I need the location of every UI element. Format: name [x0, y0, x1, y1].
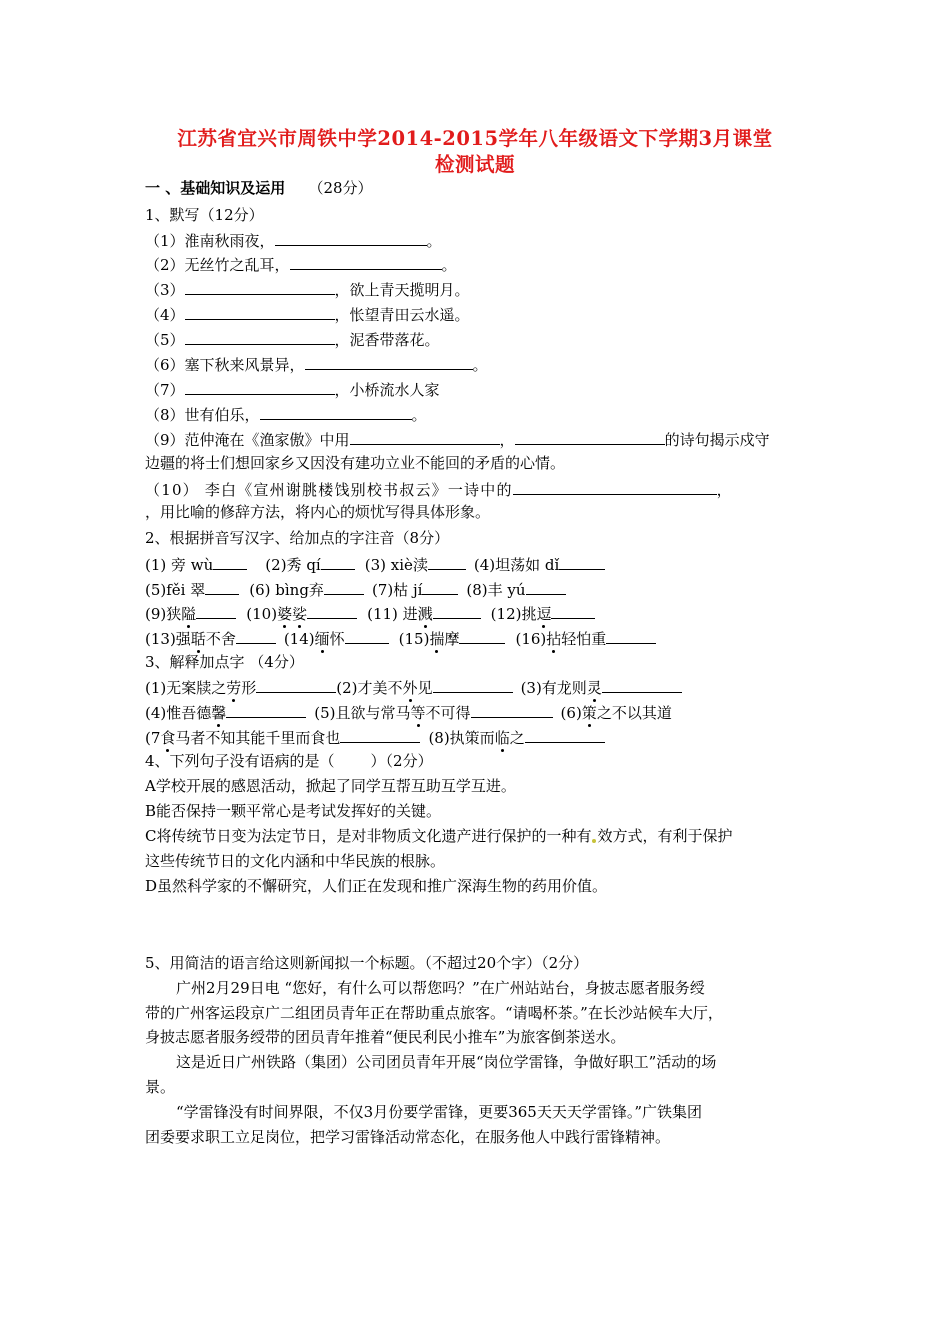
dotted-char: 揣 — [429, 630, 445, 648]
q4-option-a: A学校开展的感恩活动，掀起了同学互帮互助互学互进。 — [145, 777, 516, 795]
q3-item: (5)且欲与常马 — [314, 704, 411, 722]
answer-blank[interactable] — [324, 578, 364, 595]
answer-blank[interactable] — [185, 303, 335, 320]
answer-blank[interactable] — [526, 578, 566, 595]
answer-blank[interactable] — [471, 701, 553, 718]
q5-paragraph-line: 景。 — [145, 1078, 176, 1096]
q3-item: (7 — [145, 729, 161, 747]
answer-blank[interactable] — [428, 553, 466, 570]
q2-row-1 — [145, 553, 605, 575]
q5-paragraph-line: “学雷锋没有时间界限，不仅3月份要学雷锋，更要365天天天学雷锋。”广铁集团 — [176, 1103, 703, 1121]
q2-item: 轻怕重 — [561, 630, 607, 648]
dotted-char: 等 — [410, 704, 426, 722]
q2-item: 摩 — [444, 630, 460, 648]
q2-header: 2、根据拼音写汉字、给加点的字注音（8分） — [145, 529, 450, 547]
answer-blank[interactable] — [205, 578, 239, 595]
dotted-char: 隘 — [181, 605, 197, 623]
q4-header-score: ）（2分） — [370, 752, 433, 770]
q2-item: (2)秀 qí — [265, 556, 321, 574]
answer-blank[interactable] — [196, 602, 236, 619]
q4-option-c — [145, 826, 733, 846]
q5-paragraph-line: 带的广州客运段京广二组团员青年正在帮助重点旅客。“请喝杯茶。”在长沙站候车大厅， — [145, 1004, 723, 1022]
q1-item-8-end: 。 — [411, 406, 427, 424]
q1-item-7-text: ，小桥流水人家 — [334, 381, 440, 399]
q1-item-4-num: （4） — [145, 306, 185, 324]
q2-row-4 — [145, 627, 656, 649]
q1-item-3-num: （3） — [145, 281, 185, 299]
q1-item-10-cont: ，用比喻的修辞方法，将内心的烦忧写得具体形象。 — [145, 503, 491, 521]
answer-blank[interactable] — [321, 553, 355, 570]
q2-item: 不舍 — [205, 630, 236, 648]
q3-header: 3、解释加点字 （4分） — [145, 653, 304, 671]
q1-item-9-text: （9）范仲淹在《渔家傲》中用 — [145, 431, 350, 449]
q1-item-8-text: （8）世有伯乐， — [145, 406, 260, 424]
q5-paragraph-line: 这是近日广州铁路（集团）公司团员青年开展“岗位学雷锋，争做好职工”活动的场 — [176, 1053, 717, 1071]
answer-blank[interactable] — [275, 229, 427, 246]
q2-row-3 — [145, 602, 595, 624]
q1-item-6-text: （6）塞下秋来风景异， — [145, 356, 305, 374]
q1-item-6-end: 。 — [472, 356, 488, 374]
q4-header — [145, 751, 433, 771]
answer-blank[interactable] — [525, 726, 605, 743]
speck-mark — [592, 839, 596, 843]
answer-blank[interactable] — [559, 553, 605, 570]
dotted-char: 拈 — [546, 630, 562, 648]
answer-blank[interactable] — [350, 428, 500, 445]
dotted-char: 劳 — [226, 679, 242, 697]
answer-blank[interactable] — [433, 602, 481, 619]
answer-blank[interactable] — [606, 627, 656, 644]
answer-blank[interactable] — [459, 627, 505, 644]
section-label: 一 、基础知识及运用 — [145, 179, 286, 197]
q3-item: (8)执策而 — [428, 729, 495, 747]
q1-item-10 — [145, 478, 733, 500]
q4-option-b: B能否保持一颗平常心是考试发挥好的关键。 — [145, 802, 442, 820]
dotted-char: 婆 — [277, 605, 293, 623]
dotted-char: 缅 — [314, 630, 330, 648]
q1-item-9 — [145, 428, 770, 450]
answer-blank[interactable] — [213, 553, 247, 570]
dotted-char: 娑 — [292, 605, 308, 623]
answer-blank[interactable] — [185, 328, 335, 345]
q1-item-3 — [145, 278, 470, 300]
q2-item: (13)强 — [145, 630, 191, 648]
q3-item: 之 — [509, 729, 525, 747]
q3-row-2 — [145, 701, 672, 723]
answer-blank[interactable] — [185, 278, 335, 295]
q3-item: 见 — [417, 679, 433, 697]
q3-item: (3)有龙则 — [520, 679, 587, 697]
q2-item: (15) — [398, 630, 430, 648]
q2-item: (7)枯 jí — [371, 581, 423, 599]
q2-item: (11) 进 — [367, 605, 418, 623]
answer-blank[interactable] — [305, 353, 473, 370]
q4-option-d: D虽然科学家的不懈研究，人们正在发现和推广深海生物的药用价值。 — [145, 877, 608, 895]
q2-item: (10) — [246, 605, 278, 623]
q2-item: (16) — [515, 630, 547, 648]
dotted-char: 馨 — [211, 704, 227, 722]
q4-option-c-text: C将传统节日变为法定节日，是对非物质文化遗产进行保护的一种有 — [145, 827, 592, 845]
q1-item-5-num: （5） — [145, 331, 185, 349]
q2-item: (9)狭 — [145, 605, 182, 623]
q3-row-3 — [145, 726, 605, 748]
q3-item: 之不以其道 — [596, 704, 672, 722]
answer-blank[interactable] — [185, 378, 335, 395]
q1-item-2-end: 。 — [441, 256, 457, 274]
q1-item-3-text: ，欲上青天揽明月。 — [334, 281, 470, 299]
dotted-char: 逗 — [536, 605, 552, 623]
q4-option-c-text: 效方式，有利于保护 — [597, 827, 733, 845]
answer-blank[interactable] — [340, 726, 420, 743]
q3-item: 马者不知其能千里而食也 — [175, 729, 341, 747]
q2-item: (12)挑 — [490, 605, 537, 623]
q2-item: (8)丰 yú — [466, 581, 526, 599]
q2-item: (3) xiè渎 — [364, 556, 428, 574]
q2-item: 怀 — [329, 630, 345, 648]
title-line-2: 检测试题 — [434, 153, 515, 176]
answer-blank[interactable] — [345, 627, 389, 644]
section-heading — [145, 178, 373, 198]
q3-item: (4)惟吾德 — [145, 704, 212, 722]
q1-item-5-text: ，泥香带落花。 — [334, 331, 440, 349]
q1-item-1-text: （1）淮南秋雨夜， — [145, 232, 275, 250]
section-score: （28分） — [308, 179, 373, 197]
q1-item-1 — [145, 229, 442, 251]
dotted-char: 食 — [160, 729, 176, 747]
q5-paragraph-line: 团委要求职工立足岗位，把学习雷锋活动常态化，在服务他人中践行雷锋精神。 — [145, 1128, 671, 1146]
q1-item-1-end: 。 — [426, 232, 442, 250]
answer-blank[interactable] — [602, 676, 682, 693]
q2-item: (4)坦荡如 dǐ — [473, 556, 560, 574]
q1-item-10-text: （10） 李白《宣州谢朓楼饯别校书叔云》一诗中的 — [145, 481, 513, 499]
q1-item-7 — [145, 378, 440, 400]
answer-blank[interactable] — [226, 701, 306, 718]
answer-blank[interactable] — [236, 627, 276, 644]
q4-option-c-cont: 这些传统节日的文化内涵和中华民族的根脉。 — [145, 852, 446, 870]
q2-item: (6) bìng弃 — [249, 581, 324, 599]
q1-item-7-num: （7） — [145, 381, 185, 399]
q5-paragraph-line: 广州2月29日电 “您好，有什么可以帮您吗？”在广州站站台，身披志愿者服务绶 — [176, 979, 705, 997]
q1-item-8 — [145, 403, 427, 425]
q2-row-2 — [145, 578, 566, 600]
answer-blank[interactable] — [260, 403, 412, 420]
q1-item-9-tail: 的诗句揭示戍守 — [664, 431, 770, 449]
dotted-char: 临 — [494, 729, 510, 747]
answer-blank[interactable] — [422, 578, 458, 595]
q1-item-6 — [145, 353, 488, 375]
dotted-char: 溅 — [417, 605, 433, 623]
q5-paragraph-line: 身披志愿者服务绶带的团员青年推着“便民利民小推车”为旅客倒茶送水。 — [145, 1028, 626, 1046]
answer-blank[interactable] — [307, 602, 357, 619]
q2-item: (1) 旁 wù — [145, 556, 214, 574]
title-line-1: 江苏省宜兴市周铁中学2014-2015学年八年级语文下学期3月课堂 — [177, 127, 773, 150]
q1-item-4-text: ，怅望青田云水遥。 — [334, 306, 470, 324]
q1-item-9-comma: ， — [499, 431, 515, 449]
q3-item: 形 — [241, 679, 257, 697]
q1-item-10-comma: ， — [716, 481, 733, 499]
answer-blank[interactable] — [433, 676, 513, 693]
answer-blank[interactable] — [551, 602, 595, 619]
q1-item-2-text: （2）无丝竹之乱耳， — [145, 256, 290, 274]
dotted-char: 灵 — [586, 679, 602, 697]
q2-item: (14) — [283, 630, 315, 648]
q3-row-1 — [145, 676, 682, 698]
q1-item-5 — [145, 328, 440, 350]
q1-item-4 — [145, 303, 470, 325]
answer-blank[interactable] — [515, 428, 665, 445]
q2-item: (5)fěi 翠 — [145, 581, 206, 599]
q3-item: (6) — [560, 704, 582, 722]
document-title — [148, 126, 802, 178]
q5-header: 5、用简洁的语言给这则新闻拟一个标题。（不超过20个字）（2分） — [145, 954, 589, 972]
answer-blank[interactable] — [513, 478, 717, 495]
dotted-char: 外 — [402, 679, 418, 697]
dotted-char: 策 — [581, 704, 597, 722]
q3-item: 不可得 — [425, 704, 471, 722]
q3-item: (2)才美不 — [336, 679, 403, 697]
q1-header: 1、默写（12分） — [145, 206, 264, 224]
q3-item: (1)无案牍之 — [145, 679, 227, 697]
dotted-char: 聒 — [190, 630, 206, 648]
q1-item-2 — [145, 253, 457, 275]
q1-item-9-cont: 边疆的将士们想回家乡又因没有建功立业不能回的矛盾的心情。 — [145, 454, 566, 472]
q4-header-text: 4、下列句子没有语病的是（ — [145, 752, 335, 770]
answer-blank[interactable] — [256, 676, 336, 693]
answer-blank[interactable] — [290, 253, 442, 270]
